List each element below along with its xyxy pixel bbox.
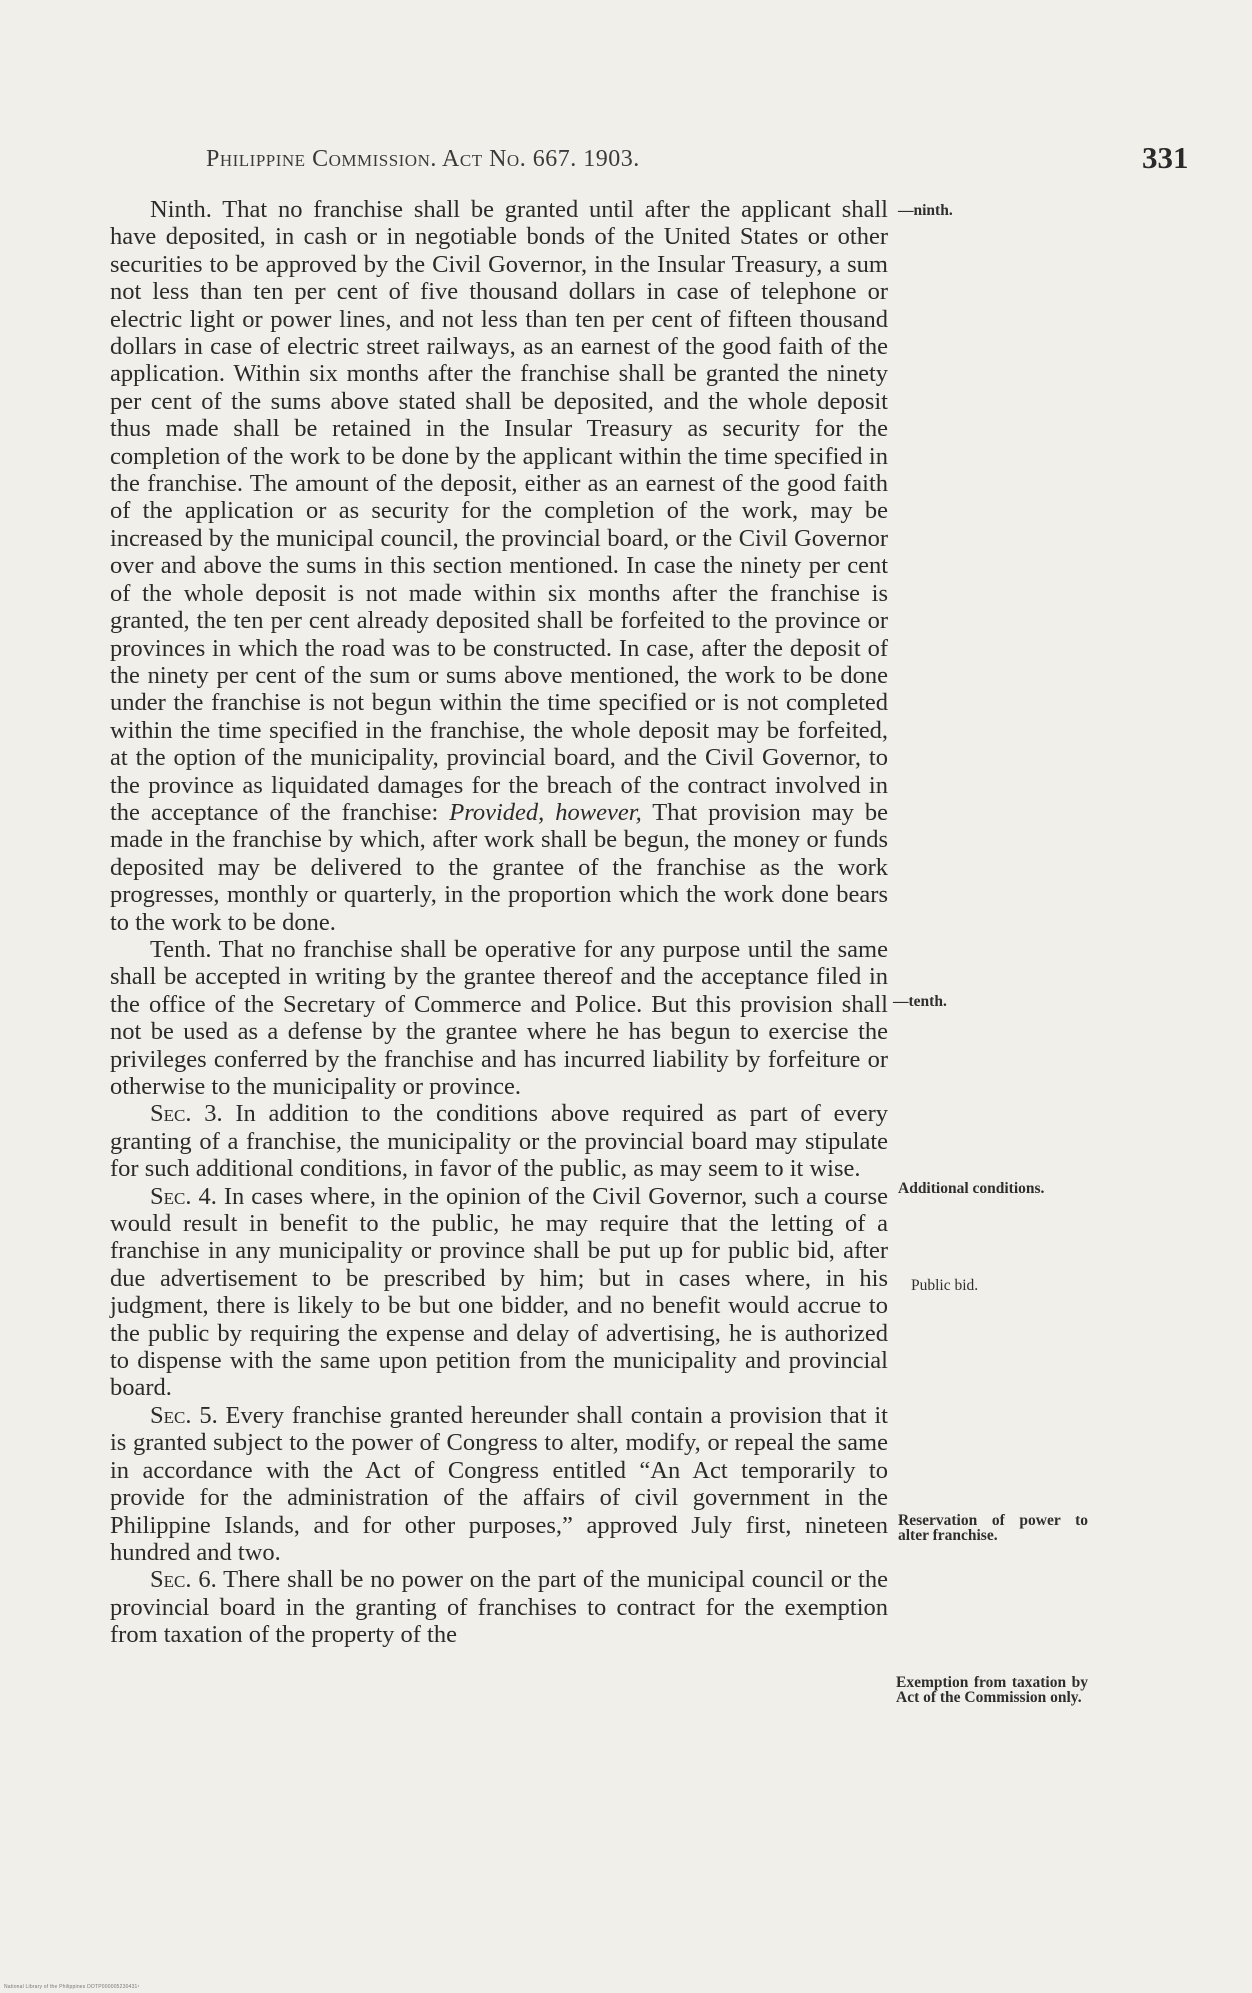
margin-note-additional-conditions: Additional conditions. bbox=[898, 1180, 1045, 1197]
paragraph-text: Every franchise granted hereunder shall contain a provision that it is granted subject to the power of Congress to alter, modify, or repeal the same in accordance with the Act of Congress entitled “An Act temporarily to provide for the administration of the affairs of civil government in the Philippine Islands, and for other purposes,” approved July first, nineteen hundred and two. bbox=[110, 1401, 888, 1566]
paragraph-section-6 bbox=[110, 1566, 888, 1648]
paragraph-text: Tenth. That no franchise shall be operative for any purpose until the same shall be accepted in writing by the grantee thereof and the acceptance filed in the office of the Secretary of Commerce and Police. But this provision shall not be used as a defense by the grantee where he has begun to exercise the privileges conferred by the franchise and has incurred liability by forfeiture or otherwise to the municipality or province. bbox=[110, 935, 888, 1100]
paragraph-section-3 bbox=[110, 1100, 888, 1182]
running-head: Philippine Commission. Act No. 667. 1903. bbox=[206, 146, 640, 172]
library-footer: National Library of the Philippines DOTP000005230431¹ bbox=[4, 1984, 140, 1990]
margin-note-exemption: Exemption from taxation by Act of the Commission only. bbox=[896, 1674, 1088, 1706]
paragraph-ninth bbox=[110, 196, 888, 936]
margin-note-tenth: —tenth. bbox=[893, 993, 947, 1010]
paragraph-section-5 bbox=[110, 1402, 888, 1566]
paragraph-section-4 bbox=[110, 1183, 888, 1402]
paragraph-text: In addition to the conditions above required as part of every granting of a franchise, the municipality or the provincial board may stipulate for such additional conditions, in favor of the public, as may seem to it wise. bbox=[110, 1100, 888, 1183]
paragraph-text: In cases where, in the opinion of the Civil Governor, such a course would result in benefit to the public, he may require that the letting of a franchise in any municipality or province shall be put up for public bid, after due advertisement to be prescribed by him; but in cases where, in his judgment, there is likely to be but one bidder, and no benefit would accrue to the public by requiring the expense and delay of advertising, he is authorized to dispense with the same upon petition from the municipality and provincial board. bbox=[110, 1182, 888, 1402]
margin-note-reservation: Reservation of power to alter franchise. bbox=[898, 1512, 1088, 1544]
page-number: 331 bbox=[1142, 140, 1189, 175]
section-label: Sec. 5. bbox=[150, 1401, 218, 1429]
margin-note-ninth: —ninth. bbox=[898, 202, 953, 219]
body-text bbox=[110, 196, 888, 1649]
paragraph-text-continued: That provision may be made in the franchise by which, after work shall be begun, the money or funds deposited may be delivered to the grantee of the franchise as the work progresses, monthly or quarterly, in the proportion which the work done bears to the work to be done. bbox=[110, 798, 889, 936]
paragraph-tenth bbox=[110, 936, 888, 1100]
proviso-italic: Provided, however, bbox=[449, 798, 642, 826]
paragraph-text: Ninth. That no franchise shall be granted until after the applicant shall have deposited, in cash or in negotiable bonds of the United States or other securities to be approved by the Civil Governor, in the Insular Treasury, a sum not less than ten per cent of five thousand dollars in case of telephone or electric light or power lines, and not less than ten per cent of fifteen thousand dollars in case of electric street railways, as an earnest of the good faith of the application. Within six months after the franchise shall be granted the ninety per cent of the sums above stated shall be deposited, and the whole deposit thus made shall be retained in the Insular Treasury as security for the completion of the work to be done by the applicant within the time specified in the franchise. The amount of the deposit, either as an earnest of the good faith of the application or as security for the completion of the work, may be increased by the municipal council, the provincial board, or the Civil Governor over and above the sums in this section mentioned. In case the ninety per cent of the whole deposit is not made within six months after the franchise is granted, the ten per cent already deposited shall be forfeited to the province or provinces in which the road was to be constructed. In case, after the deposit of the ninety per cent of the sum or sums above mentioned, the work to be done under the franchise is not begun within the time specified or is not completed within the time specified in the franchise, the whole deposit may be forfeited, at the option of the municipality, provincial board, and the Civil Governor, to the province as liquidated damages for the breach of the contract involved in the acceptance of the franchise: bbox=[110, 196, 888, 826]
margin-note-public-bid: Public bid. bbox=[911, 1277, 979, 1294]
section-label: Sec. 6. bbox=[150, 1566, 217, 1594]
paragraph-text: There shall be no power on the part of the municipal council or the provincial board in the granting of franchises to contract for the exemption from taxation of the property of the bbox=[110, 1566, 888, 1649]
section-label: Sec. 4. bbox=[150, 1182, 217, 1210]
section-label: Sec. 3. bbox=[150, 1100, 223, 1128]
